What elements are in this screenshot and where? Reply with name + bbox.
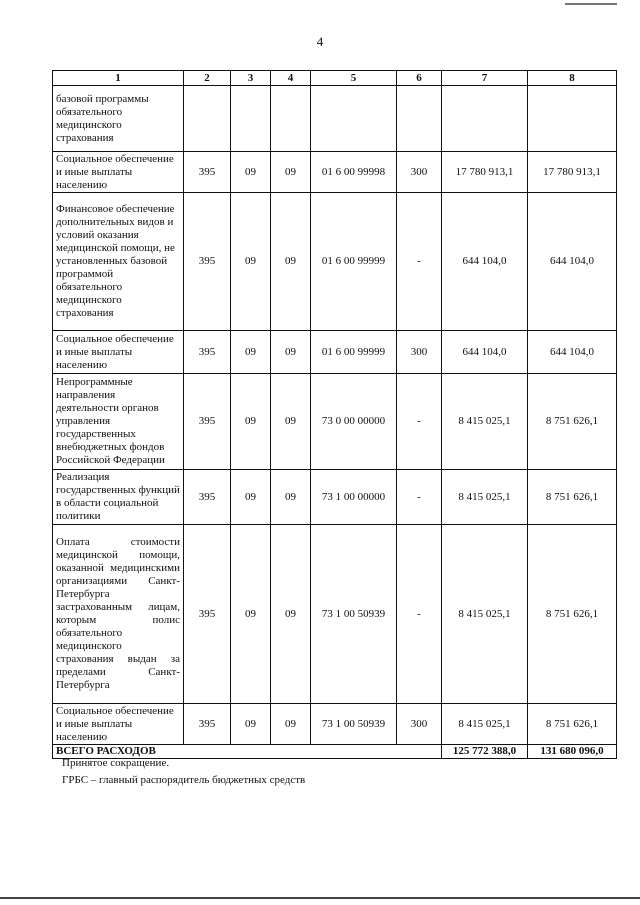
cell-target-article: 73 1 00 50939 — [311, 525, 397, 704]
cell-amount-1: 8 415 025,1 — [442, 374, 528, 470]
total-amount-2: 131 680 096,0 — [528, 745, 617, 759]
cell-amount-2: 8 751 626,1 — [528, 470, 617, 525]
cell-subsection: 09 — [271, 374, 311, 470]
cell-expense-type: - — [397, 525, 442, 704]
table-row — [53, 152, 617, 193]
table-row — [53, 704, 617, 745]
cell-grbs: 395 — [184, 374, 231, 470]
header-row — [53, 71, 617, 86]
cell-expense-type: 300 — [397, 152, 442, 193]
cell-amount-1: 8 415 025,1 — [442, 525, 528, 704]
cell-target-article: 01 6 00 99998 — [311, 152, 397, 193]
row-name: базовой программы обязательного медицинского страхования — [53, 86, 184, 152]
cell-section: 09 — [231, 152, 271, 193]
cell-subsection — [271, 86, 311, 152]
cell-section: 09 — [231, 704, 271, 745]
cell-amount-2 — [528, 86, 617, 152]
cell-target-article: 73 0 00 00000 — [311, 374, 397, 470]
col-header-4: 4 — [271, 71, 311, 86]
cell-expense-type: 300 — [397, 704, 442, 745]
cell-amount-2: 644 104,0 — [528, 331, 617, 374]
cell-section — [231, 86, 271, 152]
cell-section: 09 — [231, 193, 271, 331]
table-row — [53, 525, 617, 704]
table-row — [53, 470, 617, 525]
table-row — [53, 331, 617, 374]
table-row — [53, 193, 617, 331]
col-header-3: 3 — [231, 71, 271, 86]
row-name: Оплата стоимости медицинской помощи, оказанной медицинскими организациями Санкт-Петербурга застрахованным лицам, которым полис обязательного медицинского страхования выдан за пределами Санкт-Петербурга — [53, 525, 184, 704]
total-amount-1: 125 772 388,0 — [442, 745, 528, 759]
cell-section: 09 — [231, 331, 271, 374]
page-number: 4 — [316, 34, 324, 49]
cell-expense-type: - — [397, 193, 442, 331]
cell-grbs: 395 — [184, 152, 231, 193]
cell-target-article: 73 1 00 50939 — [311, 704, 397, 745]
cell-grbs: 395 — [184, 193, 231, 331]
cell-grbs: 395 — [184, 704, 231, 745]
cell-section: 09 — [231, 470, 271, 525]
footnote-abbreviation: ГРБС – главный распорядитель бюджетных средств — [62, 774, 306, 786]
col-header-2: 2 — [184, 71, 231, 86]
cell-amount-2: 8 751 626,1 — [528, 704, 617, 745]
row-name: Непрограммные направления деятельности органов управления государственных внебюджетных фондов Российской Федерации — [53, 374, 184, 470]
top-edge-mark — [565, 3, 617, 5]
cell-grbs: 395 — [184, 331, 231, 374]
cell-grbs — [184, 86, 231, 152]
cell-section: 09 — [231, 374, 271, 470]
cell-grbs: 395 — [184, 525, 231, 704]
cell-amount-1 — [442, 86, 528, 152]
col-header-1: 1 — [53, 71, 184, 86]
cell-expense-type: - — [397, 374, 442, 470]
footnote-title: Принятое сокращение. — [62, 757, 170, 769]
cell-expense-type: - — [397, 470, 442, 525]
col-header-8: 8 — [528, 71, 617, 86]
cell-amount-2: 17 780 913,1 — [528, 152, 617, 193]
footnotes — [62, 755, 305, 789]
row-name: Социальное обеспечение и иные выплаты населению — [53, 331, 184, 374]
cell-subsection: 09 — [271, 470, 311, 525]
budget-table — [52, 70, 617, 759]
cell-amount-1: 8 415 025,1 — [442, 704, 528, 745]
row-name: Социальное обеспечение и иные выплаты населению — [53, 704, 184, 745]
cell-subsection: 09 — [271, 525, 311, 704]
cell-subsection: 09 — [271, 152, 311, 193]
cell-amount-2: 8 751 626,1 — [528, 374, 617, 470]
cell-amount-2: 8 751 626,1 — [528, 525, 617, 704]
cell-subsection: 09 — [271, 704, 311, 745]
row-name: Реализация государственных функций в области социальной политики — [53, 470, 184, 525]
row-name: Финансовое обеспечение дополнительных видов и условий оказания медицинской помощи, не установленных базовой программой обязательного медицинского страхования — [53, 193, 184, 331]
cell-amount-1: 17 780 913,1 — [442, 152, 528, 193]
cell-target-article: 73 1 00 00000 — [311, 470, 397, 525]
cell-amount-1: 8 415 025,1 — [442, 470, 528, 525]
cell-expense-type — [397, 86, 442, 152]
cell-grbs: 395 — [184, 470, 231, 525]
table-row — [53, 374, 617, 470]
cell-subsection: 09 — [271, 193, 311, 331]
cell-target-article: 01 6 00 99999 — [311, 331, 397, 374]
col-header-6: 6 — [397, 71, 442, 86]
cell-section: 09 — [231, 525, 271, 704]
total-label: ВСЕГО РАСХОДОВ — [53, 745, 442, 759]
cell-expense-type: 300 — [397, 331, 442, 374]
cell-amount-1: 644 104,0 — [442, 331, 528, 374]
cell-amount-1: 644 104,0 — [442, 193, 528, 331]
cell-subsection: 09 — [271, 331, 311, 374]
cell-target-article — [311, 86, 397, 152]
col-header-5: 5 — [311, 71, 397, 86]
table-row — [53, 86, 617, 152]
scan-bottom-edge — [0, 897, 640, 899]
cell-amount-2: 644 104,0 — [528, 193, 617, 331]
cell-target-article: 01 6 00 99999 — [311, 193, 397, 331]
row-name: Социальное обеспечение и иные выплаты населению — [53, 152, 184, 193]
col-header-7: 7 — [442, 71, 528, 86]
